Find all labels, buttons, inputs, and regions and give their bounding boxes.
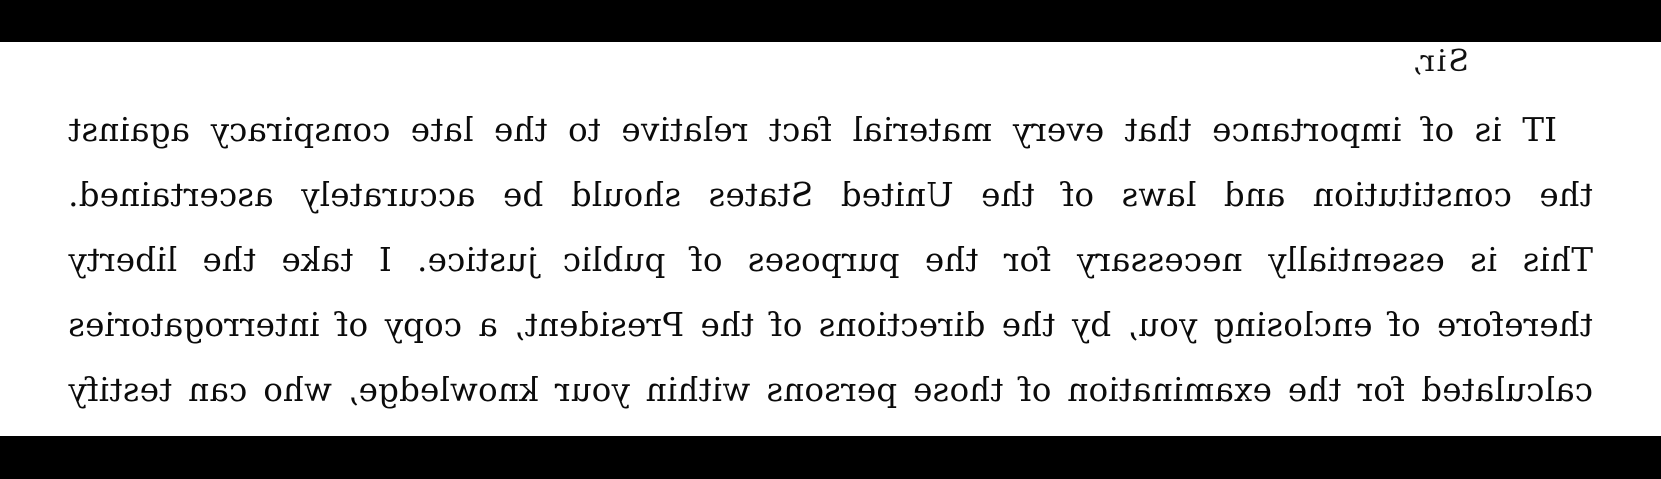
salutation: Sir, (1410, 44, 1469, 79)
text-line-5: calculated for the examination of those persons within your knowledge, who can testify (68, 371, 1593, 409)
document-page (0, 42, 1661, 436)
text-line-1: IT is of importance that every material fact relative to the late conspiracy against (68, 111, 1557, 149)
text-line-2: the constitution and laws of the United States should be accurately ascertained. (68, 176, 1593, 214)
text-line-4: therefore of enclosing you, by the directions of the President, a copy of interrogatories (68, 306, 1593, 344)
text-line-3: This is essentially necessary for the purposes of public justice. I take the liberty (68, 241, 1593, 279)
mirrored-text-block (0, 42, 1661, 436)
